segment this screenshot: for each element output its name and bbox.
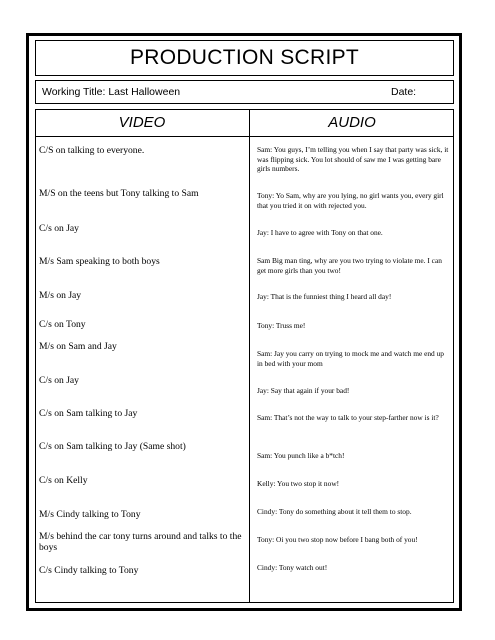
video-cell: M/s Cindy talking to Tony	[39, 509, 141, 520]
audio-cell: Tony: Yo Sam, why are you lying, no girl wants you, every girl that you tried it on with rejected you.	[257, 191, 444, 210]
audio-cell: Tony: Oi you two stop now before I bang both of you!	[257, 535, 418, 544]
audio-cell: Tony: Truss me!	[257, 321, 306, 330]
audio-column-header: AUDIO	[328, 114, 376, 131]
audio-cell: Sam Big man ting, why are you two trying to violate me. I can get more girls than you two!	[257, 256, 442, 275]
audio-cell: Sam: Jay you carry on trying to mock me and watch me end up in bed with your mom	[257, 349, 444, 368]
audio-cell: Cindy: Tony watch out!	[257, 563, 328, 572]
column-divider	[249, 109, 250, 603]
audio-cell: Sam: You punch like a b*tch!	[257, 451, 345, 460]
video-cell: C/s on Sam talking to Jay (Same shot)	[39, 441, 186, 452]
audio-cell: Kelly: You two stop it now!	[257, 479, 340, 488]
page-title-box	[35, 40, 454, 76]
audio-cell: Jay: I have to agree with Tony on that one.	[257, 228, 383, 237]
video-cell: C/S on talking to everyone.	[39, 145, 145, 156]
video-cell: M/S on the teens but Tony talking to Sam	[39, 188, 199, 199]
audio-cell: Sam: You guys, I’m telling you when I say that party was sick, it was flipping sick. You lot should of saw me I was getting bare girls numbers.	[257, 145, 449, 174]
video-cell: C/s Cindy talking to Tony	[39, 565, 139, 576]
video-column-header: VIDEO	[118, 114, 166, 131]
audio-cell: Jay: That is the funniest thing I heard all day!	[257, 292, 392, 301]
video-cell: C/s on Sam talking to Jay	[39, 408, 138, 419]
video-cell: M/s on Jay	[39, 290, 82, 301]
video-cell: M/s on Sam and Jay	[39, 341, 117, 352]
working-title: Working Title: Last Halloween	[42, 86, 181, 98]
audio-cell: Sam: That’s not the way to talk to your step-farther now is it?	[257, 413, 439, 422]
page-title: PRODUCTION SCRIPT	[129, 46, 360, 69]
audio-cell: Jay: Say that again if your bad!	[257, 386, 350, 395]
video-cell: C/s on Kelly	[39, 475, 88, 486]
date-label: Date:	[391, 86, 417, 98]
info-bar	[35, 80, 454, 104]
video-cell: M/s behind the car tony turns around and talks to the boys	[39, 531, 242, 553]
video-cell: C/s on Tony	[39, 319, 86, 330]
video-cell: M/s Sam speaking to both boys	[39, 256, 160, 267]
video-cell: C/s on Jay	[39, 223, 79, 234]
audio-cell: Cindy: Tony do something about it tell them to stop.	[257, 507, 412, 516]
video-cell: C/s on Jay	[39, 375, 79, 386]
header-divider	[35, 136, 454, 137]
